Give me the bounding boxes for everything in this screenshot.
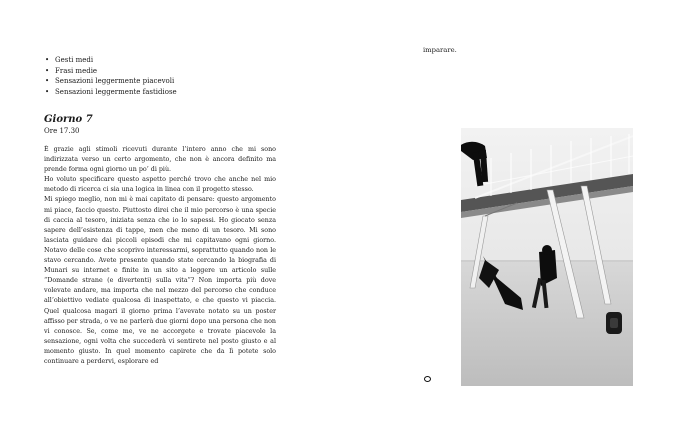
continuation-text: imparare. [423, 46, 457, 54]
day-time: Ore 17.30 [44, 127, 80, 135]
list-item: • Sensazioni leggermente fastidiose [44, 87, 276, 98]
left-page [44, 55, 276, 367]
pier-photo-illustration [461, 128, 633, 386]
right-page [423, 45, 457, 55]
sensations-list [44, 55, 276, 97]
list-item: • Sensazioni leggermente piacevoli [44, 76, 276, 87]
day-title: Giorno 7 [44, 114, 93, 125]
page-marker-icon [424, 376, 431, 382]
list-item: • Frasi medie [44, 66, 276, 77]
pier-photo [461, 128, 633, 386]
paragraph: Mi spiego meglio, non mi è mai capitato di pensare: questo argomento mi piace, faccio questo. Piuttosto direi che il mio percorso è una specie di caccia al tesoro, iniziata senza che io lo sapessi. Ho giocato senza sapere dell’esistenza di tappe, men che meno di un tesoro. Mi sono lasciata guidare dai piccoli episodi che mi capitavano ogni giorno. Notavo delle cose che scoprivo interessarmi, soprattutto quando non le stavo cercando. Avete presente quando state cercando la biografia di Munari su internet e finite in un sito a leggere un articolo sulle “Domande strane (e divertenti) sulla vita”? Non importa più dove volevate andare, ma importa che nel mezzo del percorso che conduce all’obiettivo vediate qualcosa di inaspettato, e che questo vi piaccia. Quel qualcosa magari il giorno prima l’avevate notato su un poster affisso per strada, o ve ne parlerà due giorni dopo una persona che non vi conosce. Se, come me, ve ne accorgete e trovate piacevole la sensazione, ogni volta che succederà vi sentirete nel posto giusto e al momento giusto. In quel momento capirete che da lì potete solo continuare a perdervi, esplorare ed [44, 196, 276, 365]
paragraph: Ho voluto specificare questo aspetto perché trovo che anche nel mio metodo di ricerca ci sia una logica in linea con il progetto stesso. [44, 176, 276, 194]
list-item: • Gesti medi [44, 55, 276, 66]
paragraph: È grazie agli stimoli ricevuti durante l’intero anno che mi sono indirizzata verso un certo argomento, che non è ancora definito ma prende forma ogni giorno un po’ di più. [44, 146, 276, 174]
diary-body [44, 145, 276, 367]
